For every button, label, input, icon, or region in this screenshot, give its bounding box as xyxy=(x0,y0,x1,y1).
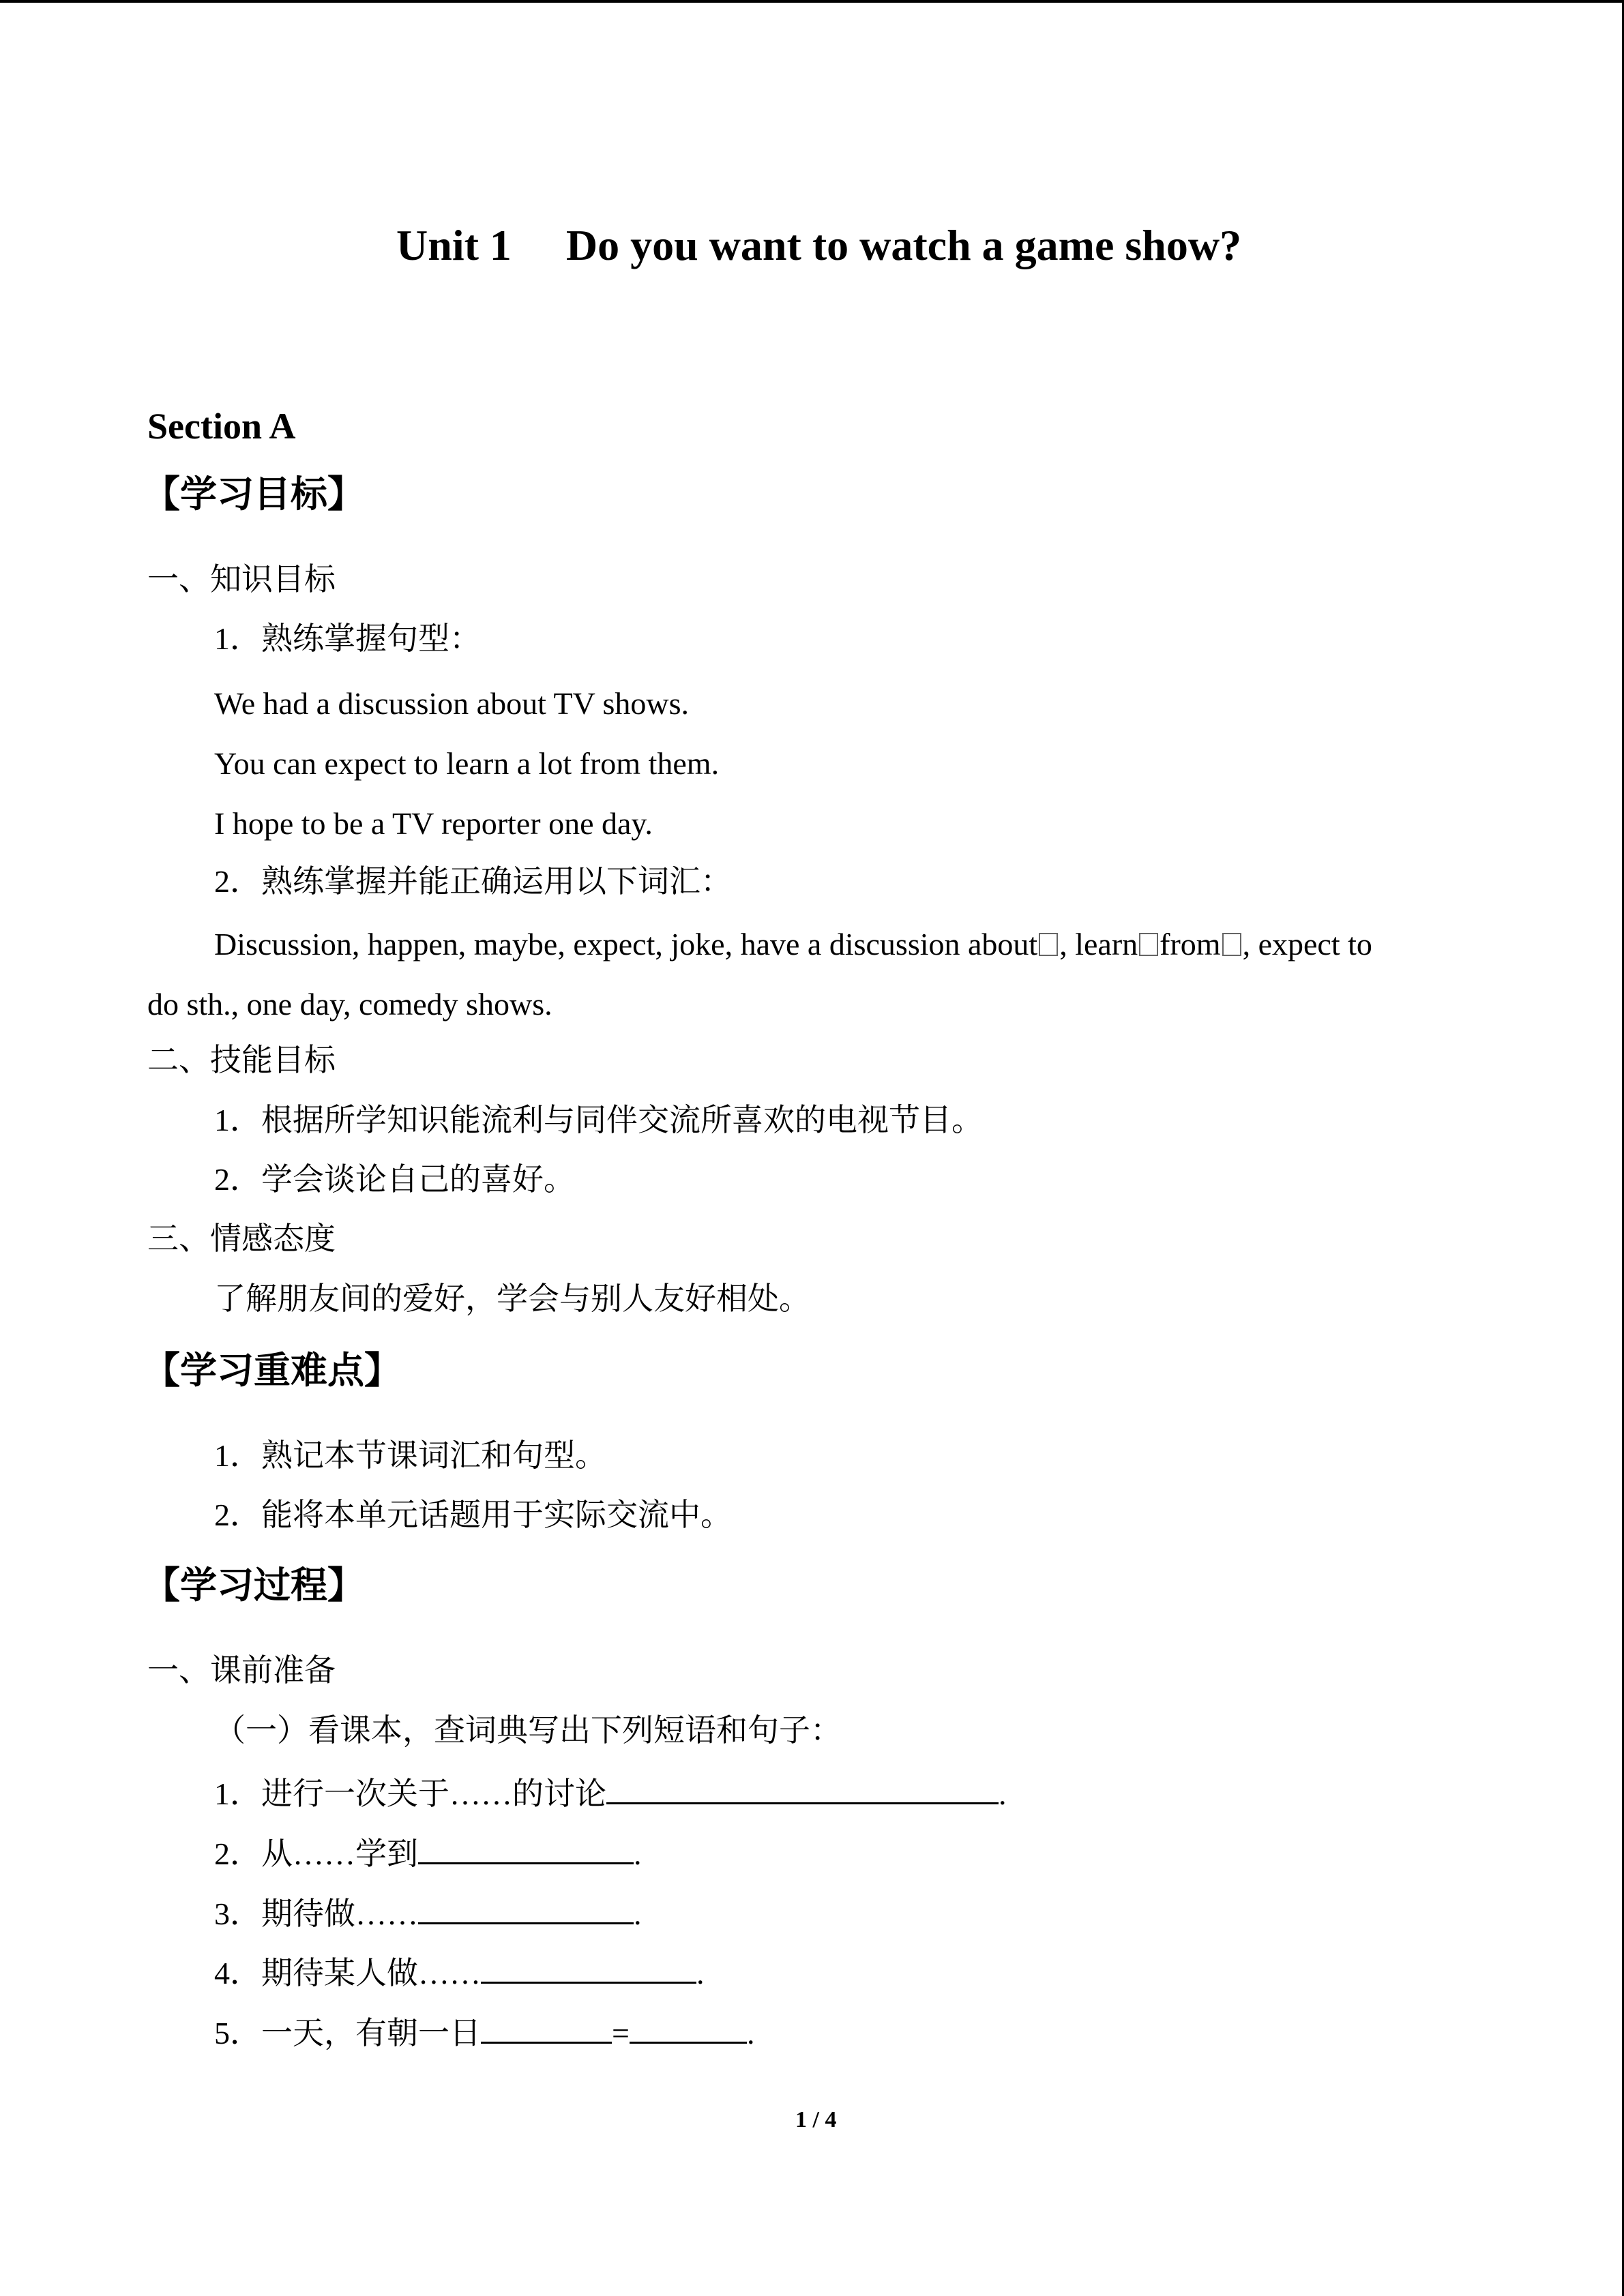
period: . xyxy=(634,1896,642,1931)
skill-goals-heading: 二、技能目标 xyxy=(147,1043,336,1077)
vocab-part-a: Discussion, happen, maybe, expect, joke, have a discussion about xyxy=(214,927,1038,961)
period: . xyxy=(746,2016,755,2051)
skill-item-1: 1．根据所学知识能流利与同伴交流所喜欢的电视节目。 xyxy=(214,1103,983,1137)
learning-process-heading: 【学习过程】 xyxy=(143,1564,364,1607)
exercise-item-4 xyxy=(214,1950,705,1994)
equals-sign: = xyxy=(612,2016,630,2051)
page-title: Unit 1 Do you want to watch a game show? xyxy=(396,221,1242,269)
preparation-subheading: （一）看课本，查词典写出下列短语和句子： xyxy=(214,1713,842,1748)
vocab-part-c: from xyxy=(1160,927,1221,961)
exercise-item-3 xyxy=(214,1891,642,1935)
exercise-2-prompt: 2．从……学到 xyxy=(214,1836,418,1871)
answer-blank-4[interactable] xyxy=(481,1950,696,1984)
period: . xyxy=(999,1776,1007,1811)
period: . xyxy=(696,1956,705,1991)
knowledge-item-2: 2．熟练掌握并能正确运用以下词汇： xyxy=(214,864,732,899)
preparation-heading: 一、课前准备 xyxy=(147,1653,336,1688)
learning-goals-heading: 【学习目标】 xyxy=(143,473,364,516)
exercise-item-1 xyxy=(214,1771,1007,1815)
answer-blank-1[interactable] xyxy=(606,1771,999,1804)
placeholder-box xyxy=(1039,933,1058,956)
answer-blank-3[interactable] xyxy=(418,1891,634,1924)
exercise-5-prompt: 5．一天，有朝一日 xyxy=(214,2016,481,2051)
placeholder-box xyxy=(1222,933,1241,956)
sentence-1: We had a discussion about TV shows. xyxy=(214,686,690,721)
exercise-item-5 xyxy=(214,2010,754,2054)
key-point-2: 2．能将本单元话题用于实际交流中。 xyxy=(214,1497,732,1532)
page-top-border xyxy=(0,0,1624,3)
answer-blank-5b[interactable] xyxy=(630,2010,747,2044)
skill-item-2: 2．学会谈论自己的喜好。 xyxy=(214,1162,575,1197)
page-number: 1 / 4 xyxy=(795,2107,837,2132)
vocab-part-d: , expect to xyxy=(1242,927,1372,961)
answer-blank-2[interactable] xyxy=(418,1831,634,1864)
exercise-4-prompt: 4．期待某人做…… xyxy=(214,1956,481,1991)
period: . xyxy=(634,1836,642,1871)
key-points-heading: 【学习重难点】 xyxy=(143,1349,401,1392)
emotion-heading: 三、情感态度 xyxy=(147,1221,336,1256)
vocabulary-line-2: do sth., one day, comedy shows. xyxy=(147,987,552,1022)
knowledge-item-1: 1．熟练掌握句型： xyxy=(214,621,481,656)
vocab-part-b: , learn xyxy=(1059,927,1138,961)
vocabulary-line-1 xyxy=(214,924,1372,965)
answer-blank-5a[interactable] xyxy=(481,2010,612,2044)
exercise-3-prompt: 3．期待做…… xyxy=(214,1896,418,1931)
sentence-2: You can expect to learn a lot from them. xyxy=(214,746,720,781)
key-point-1: 1．熟记本节课词汇和句型。 xyxy=(214,1438,606,1473)
sentence-3: I hope to be a TV reporter one day. xyxy=(214,806,653,841)
exercise-item-2 xyxy=(214,1831,642,1875)
placeholder-box xyxy=(1139,933,1158,956)
knowledge-goals-heading: 一、知识目标 xyxy=(147,562,336,597)
exercise-1-prompt: 1．进行一次关于……的讨论 xyxy=(214,1776,606,1811)
emotion-item-1: 了解朋友间的爱好，学会与别人友好相处。 xyxy=(214,1281,810,1316)
section-heading: Section A xyxy=(147,406,296,447)
